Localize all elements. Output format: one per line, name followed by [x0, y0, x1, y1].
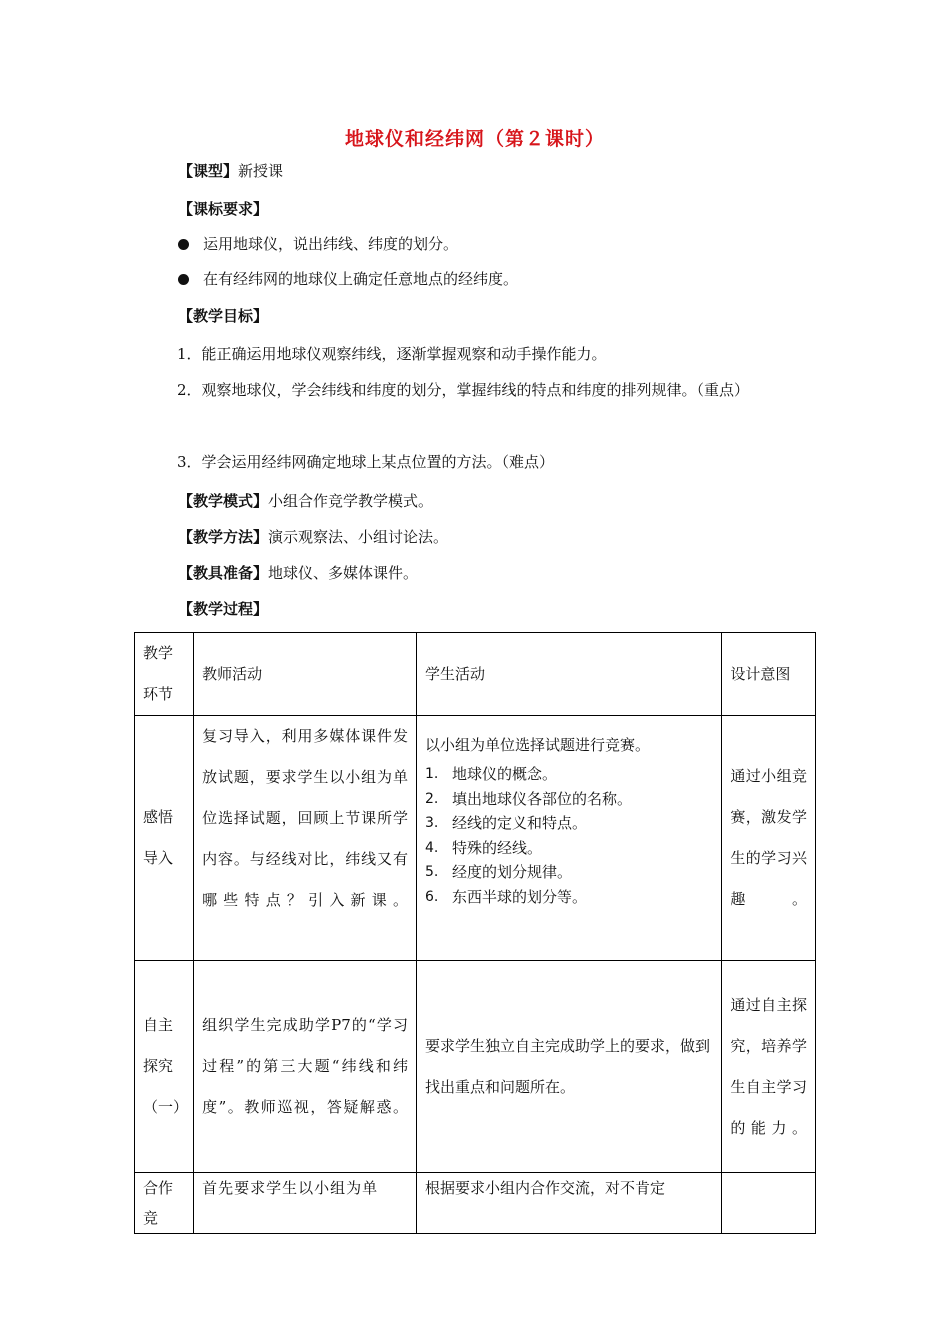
stage-cell: 自主探究（一） [135, 961, 194, 1173]
student-cell [416, 716, 721, 961]
bullet-text: 运用地球仪，说出纬线、纬度的划分。 [203, 235, 459, 253]
stage-cell: 合作竞 [135, 1173, 194, 1234]
goal-2: 2．观察地球仪，学会纬线和纬度的划分，掌握纬线的特点和纬度的排列规律。（重点） [177, 381, 750, 399]
teaching-aids-line [178, 562, 418, 584]
intent-cell: 通过自主探究，培养学生自主学习的能力。 [722, 961, 816, 1173]
intent-cell: 通过小组竞赛，激发学生的学习兴趣。 [722, 716, 816, 961]
list-item: 3. 经线的定义和特点。 [424, 814, 587, 832]
goal-3: 3．学会运用经纬网确定地球上某点位置的方法。（难点） [177, 453, 555, 471]
stage-cell: 感悟导入 [135, 716, 194, 961]
header-stage: 教学环节 [135, 633, 194, 716]
teaching-method-line [178, 526, 448, 548]
process-table [134, 632, 816, 1234]
bullet-icon [178, 274, 189, 285]
list-item: 5. 经度的划分规律。 [424, 863, 572, 881]
standard-bullet-1 [178, 233, 458, 255]
student-cell: 要求学生独立自主完成助学上的要求，做到找出重点和问题所在。 [416, 961, 721, 1173]
intent-cell [722, 1173, 816, 1234]
standards-heading: 【课标要求】 [178, 200, 269, 218]
header-student: 学生活动 [416, 633, 721, 716]
goals-heading: 【教学目标】 [178, 307, 269, 325]
teaching-method-value: 演示观察法、小组讨论法。 [268, 528, 449, 546]
student-list [425, 762, 713, 909]
table-row [135, 1173, 816, 1234]
course-type-value: 新授课 [238, 162, 284, 180]
teaching-aids-label: 【教具准备】 [178, 564, 269, 582]
bullet-text: 在有经纬网的地球仪上确定任意地点的经纬度。 [203, 270, 519, 288]
student-cell: 根据要求小组内合作交流，对不肯定 [416, 1173, 721, 1234]
list-item: 1. 地球仪的概念。 [424, 765, 557, 783]
standard-bullet-2 [178, 268, 518, 290]
page-title: 地球仪和经纬网（第２课时） [344, 128, 605, 150]
table-row [135, 961, 816, 1173]
header-intent: 设计意图 [722, 633, 816, 716]
list-item: 2. 填出地球仪各部位的名称。 [424, 789, 632, 808]
process-heading: 【教学过程】 [178, 600, 269, 618]
student-intro: 以小组为单位选择试题进行竞赛。 [424, 736, 650, 754]
teacher-cell: 首先要求学生以小组为单 [194, 1173, 417, 1234]
goal-1: 1．能正确运用地球仪观察纬线，逐渐掌握观察和动手操作能力。 [177, 345, 607, 363]
header-teacher: 教师活动 [194, 633, 417, 716]
table-header-row [135, 633, 816, 716]
teaching-aids-value: 地球仪、多媒体课件。 [268, 564, 419, 582]
teacher-cell: 组织学生完成助学P7的“学习过程”的第三大题“纬线和纬度”。教师巡视，答疑解惑。 [194, 961, 417, 1173]
table-row [135, 716, 816, 961]
list-item: 6. 东西半球的划分等。 [424, 887, 587, 906]
bullet-icon [178, 239, 189, 250]
teaching-mode-line [178, 490, 433, 512]
teaching-method-label: 【教学方法】 [178, 528, 269, 546]
teaching-mode-value: 小组合作竞学教学模式。 [268, 492, 434, 510]
list-item: 4. 特殊的经线。 [424, 838, 542, 857]
teacher-cell: 复习导入，利用多媒体课件发放试题，要求学生以小组为单位选择试题，回顾上节课所学内容。与经线对比，纬线又有哪些特点？引入新课。 [194, 716, 417, 961]
teaching-mode-label: 【教学模式】 [178, 492, 269, 510]
course-type-line [178, 160, 283, 182]
course-type-label: 【课型】 [178, 162, 239, 180]
